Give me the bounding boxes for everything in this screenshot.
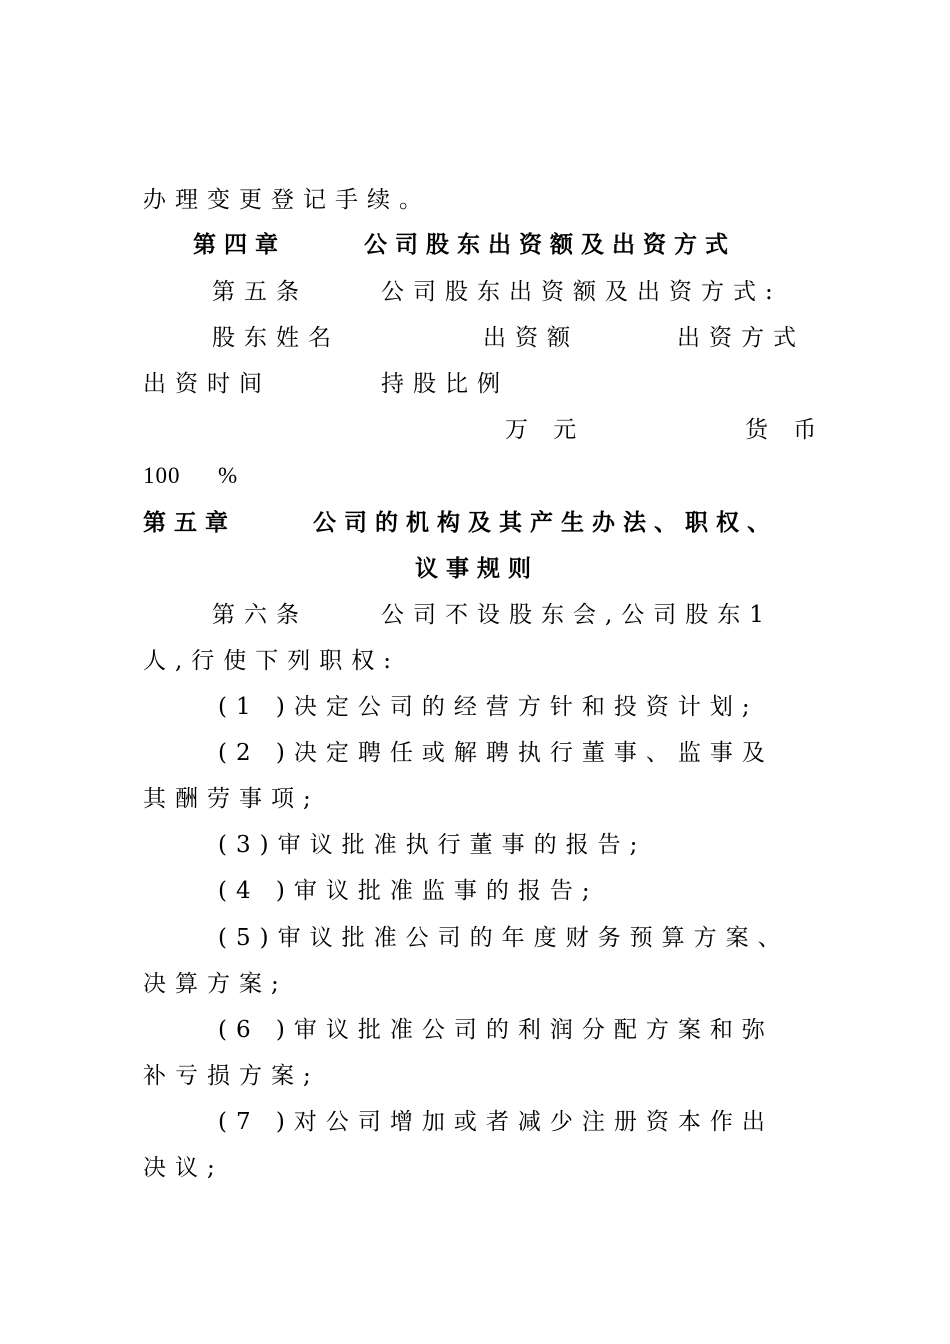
list-item-cont: 决议; [143,1155,224,1181]
column-capital-time: 出资时间 [143,371,271,397]
chapter-5-number: 第五章 [143,510,236,536]
ratio-value: 100 [143,463,181,488]
text-line: 办理变更登记手续。 [143,187,431,213]
list-item-cont: 决算方案; [143,971,288,997]
article-5-text: 公司股东出资额及出资方式: [381,279,782,305]
chapter-5-title: 公司的机构及其产生办法、职权、 [313,510,778,536]
list-item-cont: 补亏损方案; [143,1063,320,1089]
list-item: (4 )审议批准监事的报告; [218,878,599,904]
list-item-cont: 其酬劳事项; [143,786,320,812]
column-capital-amount: 出资额 [483,325,579,351]
article-5-number: 第五条 [212,279,308,305]
list-item: (5)审议批准公司的年度财务预算方案、 [218,925,790,951]
chapter-5-title-cont: 议事规则 [415,556,539,582]
method-value: 货 币 [745,417,826,443]
column-share-ratio: 持股比例 [381,371,509,397]
article-6-number: 第六条 [212,602,308,628]
column-shareholder-name: 股东姓名 [212,325,340,351]
amount-unit: 万 元 [505,417,586,443]
list-item: (3)审议批准执行董事的报告; [218,832,647,858]
list-item: (6 )审议批准公司的利润分配方案和弥 [218,1017,774,1043]
text-line: 人,行使下列职权: [143,648,401,674]
ratio-percent: % [218,463,238,488]
article-6-text: 公司不设股东会,公司股东1 [381,602,773,628]
list-item: (7 )对公司增加或者减少注册资本作出 [218,1109,774,1135]
chapter-4-number: 第四章 [193,232,286,258]
list-item: (2 )决定聘任或解聘执行董事、监事及 [218,740,774,766]
list-item: (1 )决定公司的经营方针和投资计划; [218,694,759,720]
chapter-4-title: 公司股东出资额及出资方式 [364,232,736,258]
column-capital-method: 出资方式 [677,325,805,351]
